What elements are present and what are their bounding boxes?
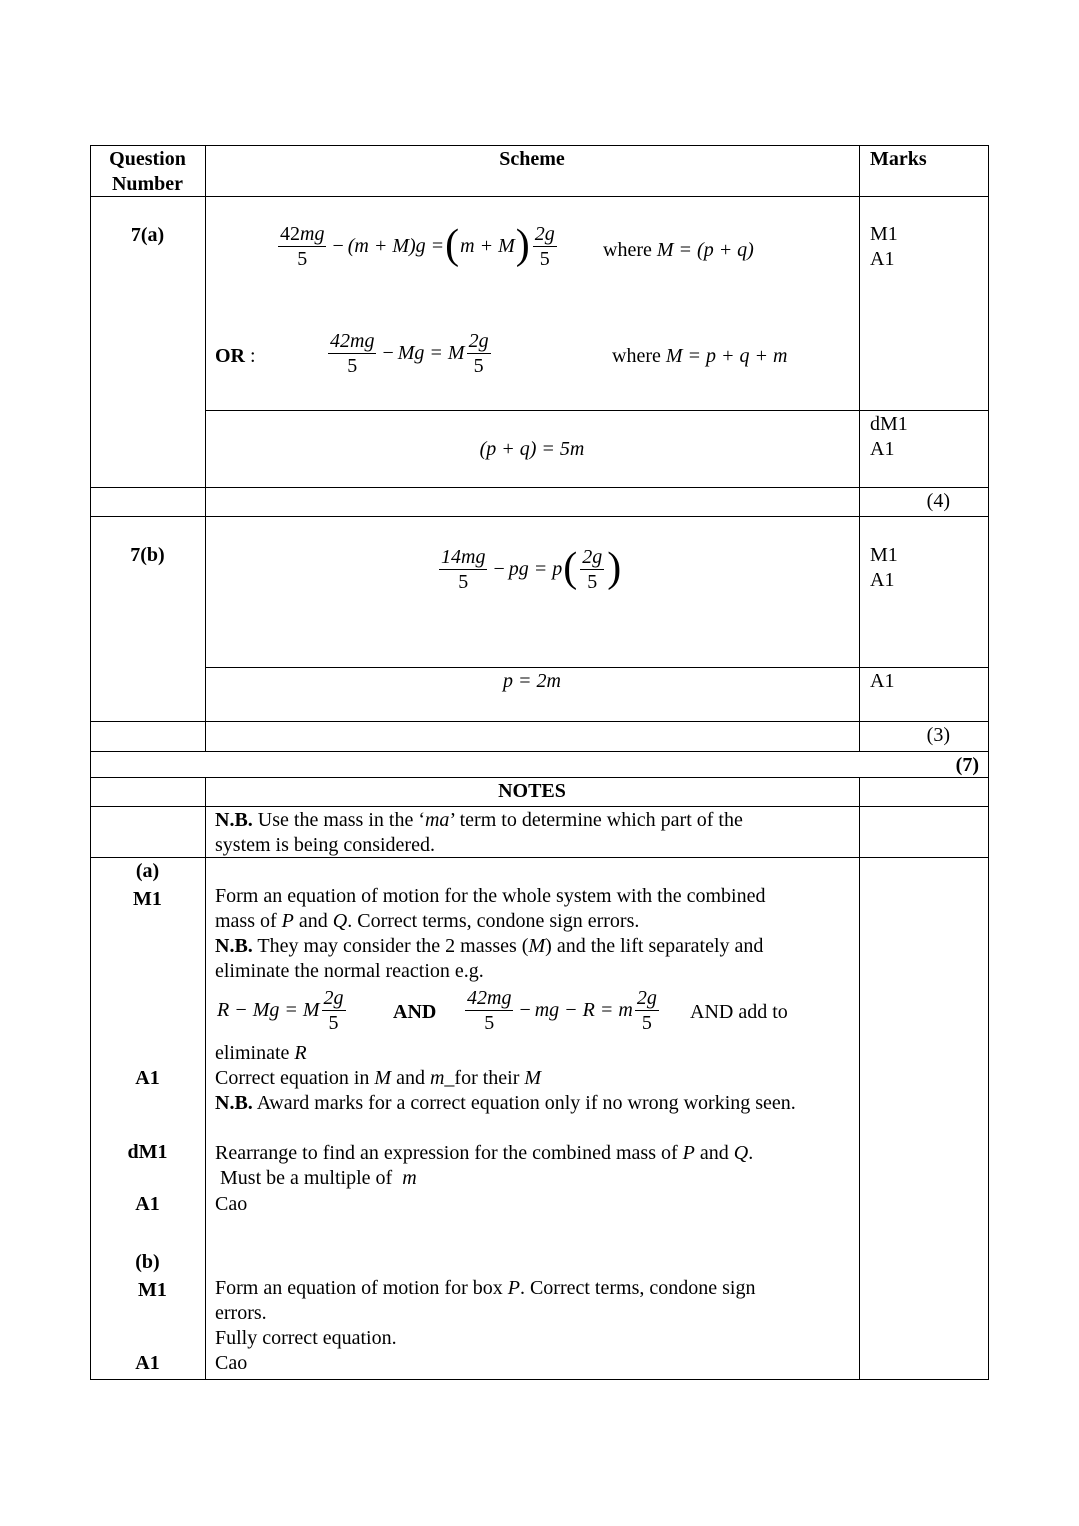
notes-a-dm1-text: Rearrange to find an expression for the combined mass of P and Q. Must be a multiple of m: [215, 1142, 754, 1189]
table-border-bottom: [90, 1379, 989, 1380]
notes-equation-right: $\frac{42mg}{5}$ − mg − R = m $\frac{2g}{5}$: [467, 987, 657, 1034]
column-divider-2: [859, 145, 860, 751]
notes-title: NOTES: [498, 780, 566, 802]
row-divider: [90, 196, 989, 197]
equation-7a-result: (p + q) = 5m: [479, 438, 585, 460]
notes-b-m1-text: Form an equation of motion for box P. Correct terms, condone sign errors. Fully correct equation. Cao: [215, 1277, 756, 1374]
header-marks: Marks: [870, 148, 927, 170]
fraction: $\frac{2g}{5}$: [582, 546, 603, 593]
notes-mark-m1: M1: [138, 1279, 167, 1301]
notes-eliminate: eliminate R: [215, 1042, 307, 1064]
notes-and-add: AND add to: [690, 1001, 788, 1023]
notes-mark-a1: A1: [135, 1352, 160, 1374]
question-label-7b: 7(b): [130, 544, 165, 566]
column-divider-2-notes: [859, 777, 860, 1380]
equation-term: Mg = M: [397, 342, 465, 364]
notes-nb: N.B. Use the mass in the ‘ma’ term to determine which part of the system is being considered.: [215, 809, 743, 856]
row-divider: [90, 777, 989, 778]
notes-label-a: (a): [135, 860, 160, 882]
marks-7a-1: M1 A1: [870, 223, 898, 270]
equation-term: (m + M)g =: [347, 235, 445, 257]
fraction: $\frac{14mg}{5}$: [441, 546, 486, 593]
row-divider: [90, 721, 989, 722]
notes-label-b: (b): [135, 1251, 160, 1273]
grand-total: (7): [955, 754, 979, 776]
question-label-7a: 7(a): [130, 224, 165, 246]
row-divider: [205, 667, 989, 668]
or-label: OR :: [215, 345, 256, 367]
notes-a-m1-text: Form an equation of motion for the whole system with the combined mass of P and Q. Correct terms, condone sign errors. N.B. They may consider the 2 masses (M) and the lift separately and eliminate the normal reaction e.g.: [215, 885, 766, 982]
header-question-number: Question Number: [109, 148, 186, 195]
table-border-top: [90, 145, 989, 146]
fraction: $\frac{2g}{5}$: [468, 330, 489, 377]
subtotal-7b: (3): [926, 724, 950, 746]
notes-equation-left: R − Mg = M $\frac{2g}{5}$: [217, 987, 344, 1034]
row-divider: [205, 410, 989, 411]
notes-mark-m1: M1: [133, 888, 162, 910]
row-divider: [90, 751, 989, 752]
equation-7b-main: $\frac{14mg}{5}$ − pg = p ( $\frac{2g}{5}$ ): [441, 544, 622, 593]
notes-and-bold: AND: [393, 1001, 437, 1023]
fraction: $\frac{42mg}{5}$: [467, 987, 512, 1034]
row-divider: [90, 487, 989, 488]
header-scheme: Scheme: [499, 148, 565, 170]
equation-7a-main: $\frac{42mg}{5}$ − (m + M)g = ( m + M ) $\frac{2g}{5}$: [280, 221, 555, 270]
fraction: $\frac{2g}{5}$: [323, 987, 344, 1034]
row-divider: [90, 806, 989, 807]
row-divider: [90, 516, 989, 517]
fraction: $\frac{42mg}{5}$: [280, 223, 325, 270]
notes-mark-a1: A1: [135, 1193, 160, 1215]
fraction: $\frac{2g}{5}$: [636, 987, 657, 1034]
where-clause-2: where M = p + q + m: [612, 345, 788, 367]
marks-7b-2: A1: [870, 670, 895, 692]
notes-mark-a1: A1: [135, 1067, 160, 1089]
where-clause-1: where M = (p + q): [603, 239, 754, 261]
equation-term: m + M: [460, 235, 515, 257]
notes-a-a1b-text: Cao: [215, 1193, 248, 1215]
fraction: $\frac{42mg}{5}$: [330, 330, 375, 377]
equation-7a-alternative: $\frac{42mg}{5}$ − Mg = M $\frac{2g}{5}$: [330, 330, 489, 377]
notes-mark-dm1: dM1: [127, 1141, 168, 1163]
subtotal-7a: (4): [926, 490, 950, 512]
marks-7b-1: M1 A1: [870, 544, 898, 591]
fraction: $\frac{2g}{5}$: [534, 223, 555, 270]
marks-7a-2: dM1 A1: [870, 413, 908, 460]
table-border-right: [988, 145, 989, 1380]
equation-term: pg = p: [508, 558, 563, 580]
equation-7b-result: p = 2m: [503, 670, 561, 692]
notes-a-a1-text: Correct equation in M and m_for their M N.B. Award marks for a correct equation only if no wrong working seen.: [215, 1067, 796, 1114]
